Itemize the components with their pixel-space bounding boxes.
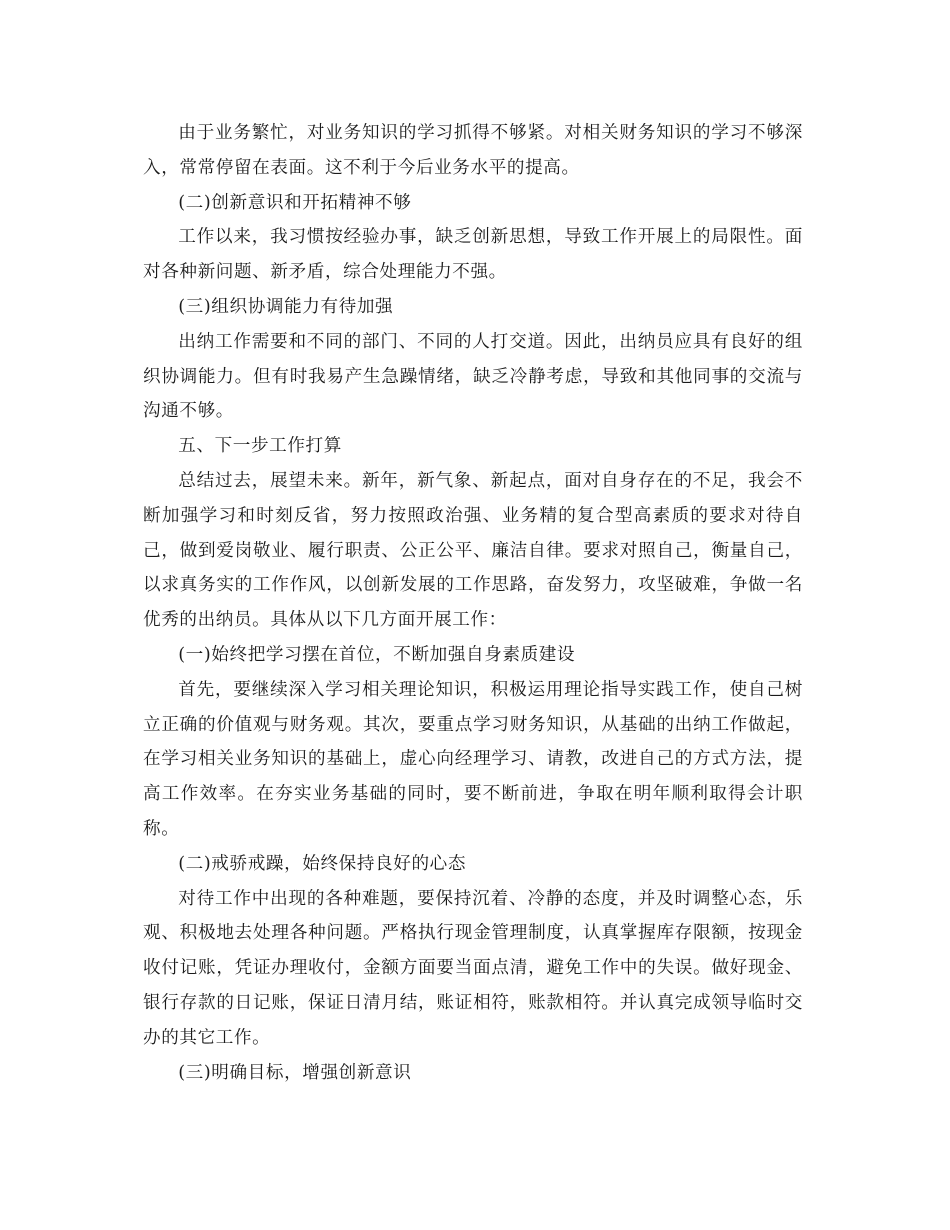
body-paragraph: 对待工作中出现的各种难题，要保持沉着、冷静的态度，并及时调整心态，乐观、积极地去处理各种问题。严格执行现金管理制度，认真掌握库存限额，按现金收付记账，凭证办理收付，金额方面要当面点清，避免工作中的失误。做好现金、银行存款的日记账，保证日清月结，账证相符，账款相符。并认真完成领导临时交办的其它工作。 (143, 888, 803, 1048)
section-heading: (二)创新意识和开拓精神不够 (178, 192, 412, 213)
body-paragraph: 出纳工作需要和不同的部门、不同的人打交道。因此，出纳员应具有良好的组织协调能力。但有时我易产生急躁情绪，缺乏冷静考虑，导致和其他同事的交流与沟通不够。 (143, 331, 803, 422)
section-heading: (三)组织协调能力有待加强 (178, 296, 394, 317)
body-paragraph: 首先，要继续深入学习相关理论知识，积极运用理论指导实践工作，使自己树立正确的价值观与财务观。其次，要重点学习财务知识，从基础的出纳工作做起，在学习相关业务知识的基础上，虚心向经理学习、请教，改进自己的方式方法，提高工作效率。在夯实业务基础的同时，要不断前进，争取在明年顺利取得会计职称。 (143, 679, 803, 839)
body-paragraph: 工作以来，我习惯按经验办事，缺乏创新思想，导致工作开展上的局限性。面对各种新问题、新矛盾，综合处理能力不强。 (143, 227, 803, 283)
section-heading: (三)明确目标，增强创新意识 (178, 1062, 412, 1083)
section-heading: (二)戒骄戒躁，始终保持良好的心态 (178, 853, 467, 874)
body-paragraph: 由于业务繁忙，对业务知识的学习抓得不够紧。对相关财务知识的学习不够深入，常常停留在表面。这不利于今后业务水平的提高。 (143, 123, 803, 178)
section-heading: (一)始终把学习摆在首位，不断加强自身素质建设 (178, 644, 576, 665)
document-body (143, 116, 803, 1090)
body-paragraph: 总结过去，展望未来。新年，新气象、新起点，面对自身存在的不足，我会不断加强学习和时刻反省，努力按照政治强、业务精的复合型高素质的要求对待自己，做到爱岗敬业、履行职责、公正公平、廉洁自律。要求对照自己，衡量自己，以求真务实的工作作风，以创新发展的工作思路，奋发努力，攻坚破难，争做一名优秀的出纳员。具体从以下几方面开展工作： (143, 470, 803, 631)
section-heading: 五、下一步工作打算 (178, 436, 342, 457)
